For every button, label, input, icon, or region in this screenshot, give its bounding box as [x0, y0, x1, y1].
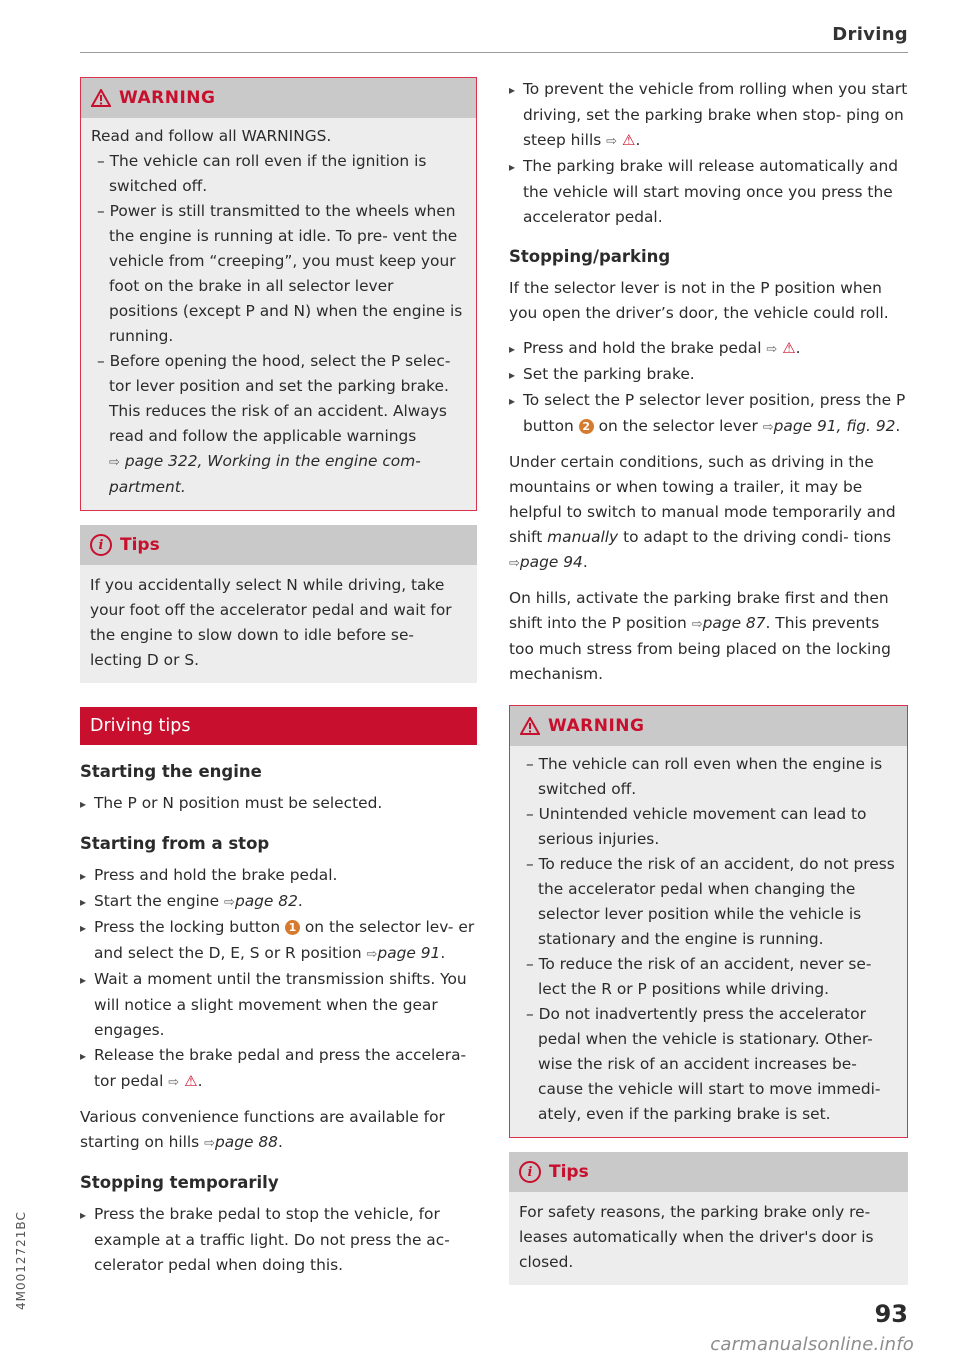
tips-text: For safety reasons, the parking brake only re- leases automatically when the driver's door is closed.: [519, 1203, 874, 1271]
heading-stopping-temporarily: Stopping temporarily: [80, 1173, 279, 1192]
page-ref-link[interactable]: page 91, fig. 92: [773, 417, 896, 435]
tips-body: [509, 1192, 908, 1285]
page-ref-link[interactable]: page 94: [519, 553, 583, 571]
tips-title: Tips: [549, 1162, 589, 1182]
list-item: ▸ To prevent the vehicle from rolling when you start driving, set the parking brake when stop- ping on steep hills ⇨ ⚠.: [509, 77, 908, 154]
info-icon: i: [90, 534, 112, 556]
warning-header: [81, 78, 476, 118]
warning-title: WARNING: [548, 716, 645, 736]
paragraph: If the selector lever is not in the P position when you open the driver’s door, the vehicle could roll.: [509, 279, 889, 322]
page-ref-link[interactable]: page 88: [215, 1133, 278, 1151]
list-item: ▸ Start the engine ⇨page 82.: [80, 889, 477, 915]
heading-stopping-parking: Stopping/parking: [509, 247, 671, 266]
header-rule: [80, 52, 908, 53]
tips-title: Tips: [120, 535, 160, 555]
warning-reference[interactable]: ⇨ page 322, Working in the engine com- partment.: [109, 452, 421, 496]
tips-box: [80, 525, 477, 683]
tips-body: [80, 565, 477, 683]
list-item: ▸ The P or N position must be selected.: [80, 791, 477, 817]
paragraph: On hills, activate the parking brake first and then shift into the P position ⇨page 87. This prevents too much stress from being placed on the locking mechanism.: [509, 589, 891, 683]
page-number: 93: [874, 1300, 908, 1328]
heading-starting-engine: Starting the engine: [80, 762, 262, 781]
warning-ref-icon[interactable]: ⚠: [782, 339, 796, 357]
callout-number: 1: [285, 920, 300, 935]
section-title-bar: Driving tips: [80, 707, 477, 745]
list-item: ▸ Wait a moment until the transmission shifts. You will notice a slight movement when the gear engages.: [80, 967, 477, 1043]
warning-item: – The vehicle can roll even if the ignition is switched off.: [97, 152, 427, 195]
list-item: ▸ Press the brake pedal to stop the vehicle, for example at a traffic light. Do not press the ac- celerator pedal when doing this.: [80, 1202, 477, 1278]
warning-body: [510, 746, 907, 1137]
callout-number: 2: [579, 419, 594, 434]
page-ref-link[interactable]: page 91: [377, 944, 441, 962]
list-item: ▸ Release the brake pedal and press the accelera- tor pedal ⇨ ⚠.: [80, 1043, 477, 1095]
warning-item: – To reduce the risk of an accident, never se- lect the R or P positions while driving.: [526, 955, 872, 998]
warning-ref-icon[interactable]: ⚠: [621, 131, 636, 149]
warning-body: [81, 118, 476, 510]
warning-triangle-icon: [520, 717, 540, 735]
heading-starting-from-stop: Starting from a stop: [80, 834, 270, 853]
paragraph: Under certain conditions, such as driving in the mountains or when towing a trailer, it may be helpful to switch to manual mode temporarily and shift manually to adapt to the driving condi- tions ⇨page 94.: [509, 453, 896, 571]
page-ref-link[interactable]: page 82: [234, 892, 298, 910]
warning-box: [80, 77, 477, 511]
list-item: ▸ To select the P selector lever position, press the P button 2 on the selector lever ⇨page 91, fig. 92.: [509, 388, 908, 440]
warning-ref-icon[interactable]: ⚠: [184, 1072, 198, 1090]
warning-item: – Power is still transmitted to the wheels when the engine is running at idle. To pre- vent the vehicle from “creeping”, you must keep your foot on the brake in all selector lever positions (except P and N) when the engine is running.: [97, 202, 463, 345]
watermark: carmanualsonline.info: [710, 1334, 914, 1355]
warning-item: – Unintended vehicle movement can lead to serious injuries.: [526, 805, 867, 848]
list-item: ▸ Press and hold the brake pedal ⇨ ⚠.: [509, 336, 908, 362]
tips-header: [509, 1152, 908, 1192]
tips-header: [80, 525, 477, 565]
warning-item: – The vehicle can roll even when the engine is switched off.: [526, 755, 883, 798]
left-column: [80, 77, 477, 1278]
warning-header: [510, 706, 907, 746]
warning-intro: Read and follow all WARNINGS.: [91, 127, 332, 145]
warning-item: – Before opening the hood, select the P selec- tor lever position and set the parking brake. This reduces the risk of an accident. Always read and follow the applicable warnings: [97, 352, 451, 445]
tips-text: If you accidentally select N while driving, take your foot off the accelerator pedal and wait for the engine to slow down to idle before se- lecting D or S.: [90, 576, 452, 669]
list-item: ▸ Press and hold the brake pedal.: [80, 863, 477, 889]
info-icon: i: [519, 1161, 541, 1183]
list-item: ▸ Set the parking brake.: [509, 362, 908, 388]
running-header: Driving: [832, 24, 908, 45]
warning-item: – Do not inadvertently press the accelerator pedal when the vehicle is stationary. Other- wise the risk of an accident increases be- cause the vehicle will start to move immedi- ately, even if the parking brake is set.: [526, 1005, 881, 1123]
warning-box: [509, 705, 908, 1138]
warning-title: WARNING: [119, 88, 216, 108]
tips-box: [509, 1152, 908, 1285]
warning-triangle-icon: [91, 89, 111, 107]
list-item: ▸ The parking brake will release automatically and the vehicle will start moving once you press the accelerator pedal.: [509, 154, 908, 230]
paragraph: Various convenience functions are available for starting on hills ⇨page 88.: [80, 1108, 445, 1151]
page-ref-link[interactable]: page 87: [702, 614, 766, 632]
warning-item: – To reduce the risk of an accident, do not press the accelerator pedal when changing the selector lever position while the vehicle is stationary and the engine is running.: [526, 855, 895, 948]
list-item: ▸ Press the locking button 1 on the selector lev- er and select the D, E, S or R position ⇨page 91.: [80, 915, 477, 967]
document-code: 4M0012721BC: [14, 1211, 28, 1310]
right-column: [509, 77, 908, 1285]
